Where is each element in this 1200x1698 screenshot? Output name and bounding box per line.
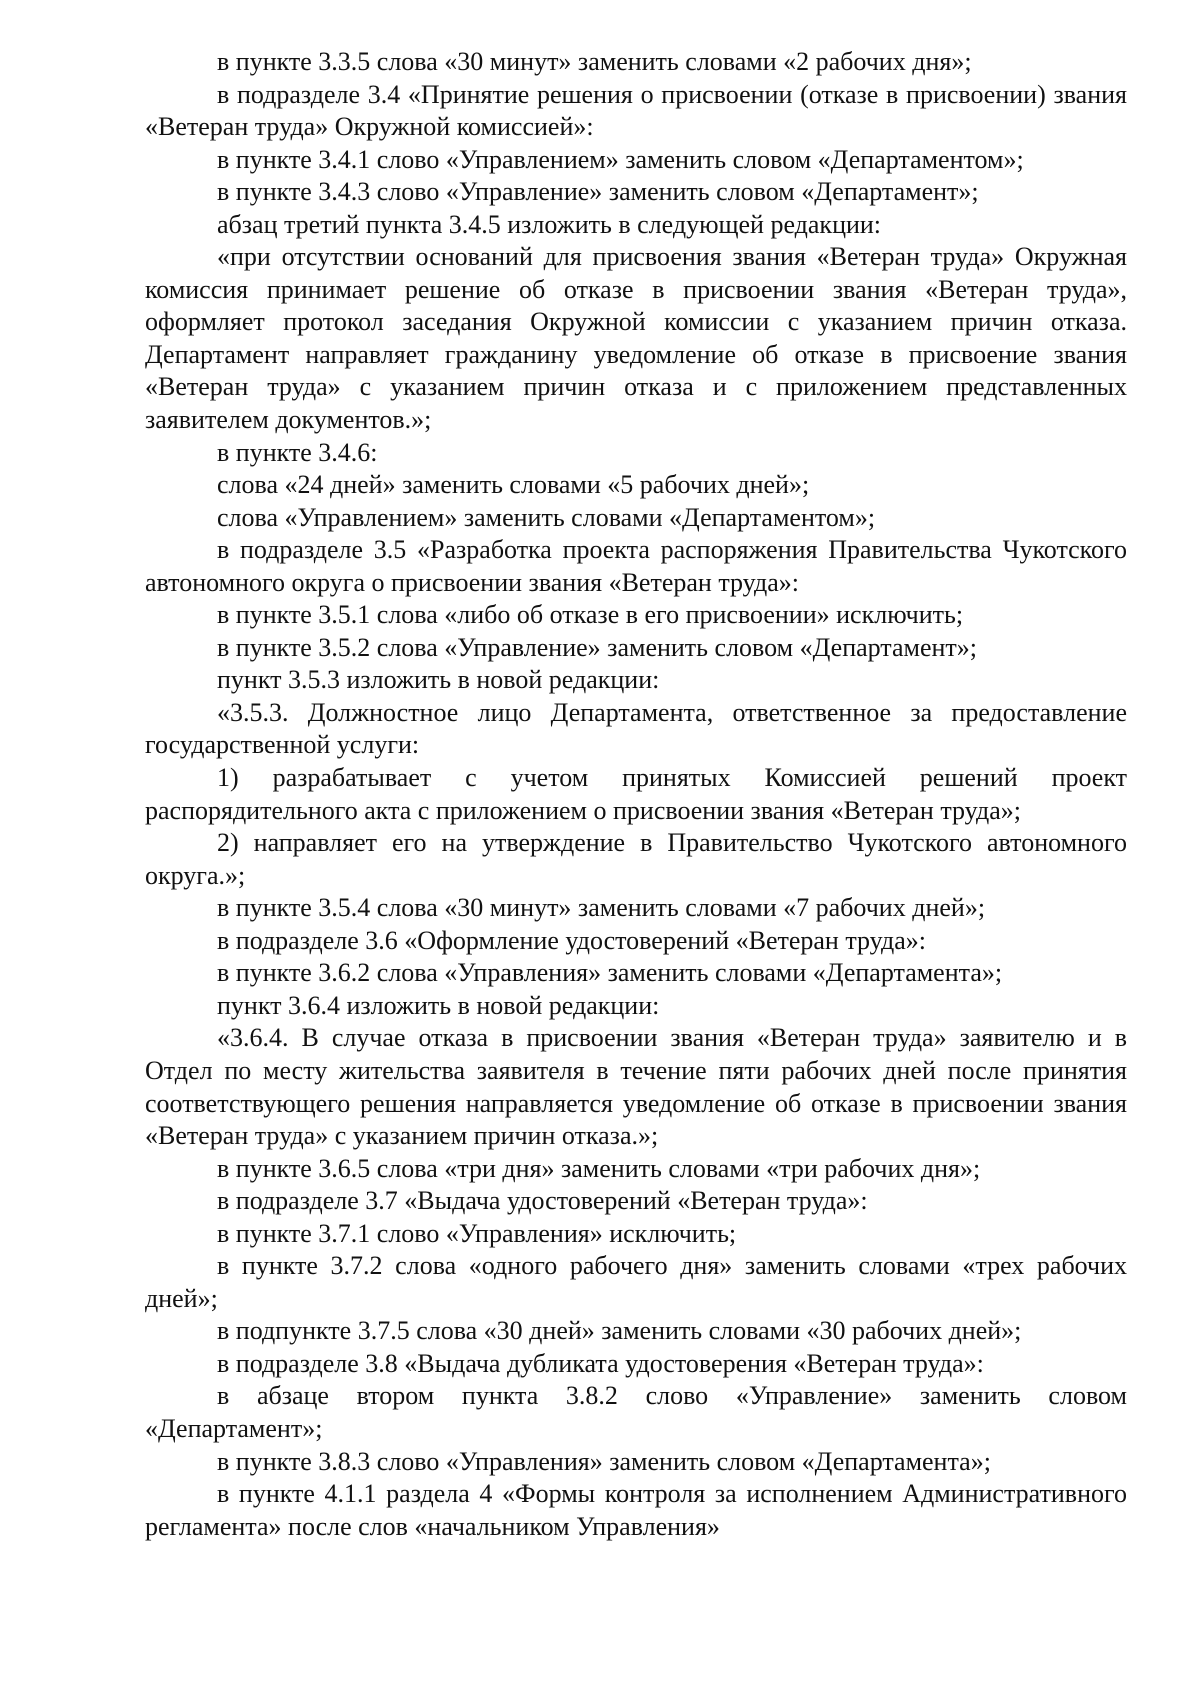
paragraph: в пункте 3.3.5 слова «30 минут» заменить словами «2 рабочих дня»; xyxy=(217,47,972,76)
paragraph: 2) направляет его на утверждение в Правительство Чукотского автономного округа.»; xyxy=(145,828,1127,890)
paragraph: в пункте 3.5.1 слова «либо об отказе в его присвоении» исключить; xyxy=(217,600,964,630)
paragraph: пункт 3.6.4 изложить в новой редакции: xyxy=(217,990,660,1020)
paragraph: в пункте 3.7.2 слова «одного рабочего дня» заменить словами «трех рабочих дней»; xyxy=(145,1251,1127,1313)
paragraph: в пункте 3.6.2 слова «Управления» заменить словами «Департамента»; xyxy=(217,958,1003,988)
paragraph: в пункте 4.1.1 раздела 4 «Формы контроля за исполнением Административного регламента» после слов «начальником Управления» xyxy=(145,1479,1127,1541)
paragraph: в пункте 3.8.3 слово «Управления» заменить словом «Департамента»; xyxy=(217,1446,991,1476)
paragraph: в пункте 3.6.5 слова «три дня» заменить словами «три рабочих дня»; xyxy=(217,1153,981,1183)
paragraph: в подразделе 3.5 «Разработка проекта распоряжения Правительства Чукотского автономного округа о присвоении звания «Ветеран труда»: xyxy=(145,535,1127,597)
paragraph: в пункте 3.5.4 слова «30 минут» заменить словами «7 рабочих дней»; xyxy=(217,893,986,923)
paragraph: в подпункте 3.7.5 слова «30 дней» заменить словами «30 рабочих дней»; xyxy=(217,1316,1022,1346)
paragraph: абзац третий пункта 3.4.5 изложить в следующей редакции: xyxy=(217,209,882,239)
paragraph: пункт 3.5.3 изложить в новой редакции: xyxy=(217,665,660,695)
paragraph: слова «Управлением» заменить словами «Департаментом»; xyxy=(217,502,876,532)
paragraph: в абзаце втором пункта 3.8.2 слово «Управление» заменить словом «Департамент»; xyxy=(145,1381,1127,1443)
paragraph: в подразделе 3.6 «Оформление удостоверений «Ветеран труда»: xyxy=(217,925,927,955)
document-body xyxy=(145,46,1127,1543)
paragraph: «при отсутствии оснований для присвоения звания «Ветеран труда» Окружная комиссия принимает решение об отказе в присвоении звания «Ветеран труда», оформляет протокол заседания Окружной комиссии с указанием причин отказа. Департамент направляет гражданину уведомление об отказе в присвоение звания «Ветеран труда» с указанием причин отказа и с приложением представленных заявителем документов.»; xyxy=(145,242,1127,435)
paragraph: в пункте 3.4.6: xyxy=(217,437,378,467)
paragraph: слова «24 дней» заменить словами «5 рабочих дней»; xyxy=(217,470,810,500)
paragraph: в подразделе 3.7 «Выдача удостоверений «Ветеран труда»: xyxy=(217,1186,868,1216)
paragraph: 1) разрабатывает с учетом принятых Комиссией решений проект распорядительного акта с приложением о присвоении звания «Ветеран труда»; xyxy=(145,763,1127,825)
paragraph: в пункте 3.4.3 слово «Управление» заменить словом «Департамент»; xyxy=(217,177,979,207)
paragraph: в пункте 3.5.2 слова «Управление» заменить словом «Департамент»; xyxy=(217,632,978,662)
paragraph: в пункте 3.4.1 слово «Управлением» заменить словом «Департаментом»; xyxy=(217,144,1024,174)
paragraph: «3.5.3. Должностное лицо Департамента, ответственное за предоставление государственной услуги: xyxy=(145,697,1127,760)
paragraph: в пункте 3.7.1 слово «Управления» исключить; xyxy=(217,1218,737,1248)
paragraph: в подразделе 3.8 «Выдача дубликата удостоверения «Ветеран труда»: xyxy=(217,1348,984,1378)
paragraph: «3.6.4. В случае отказа в присвоении звания «Ветеран труда» заявителю и в Отдел по месту жительства заявителя в течение пяти рабочих дней после принятия соответствующего решения направляется уведомление об отказе в присвоении звания «Ветеран труда» с указанием причин отказа.»; xyxy=(145,1023,1127,1151)
paragraph: в подразделе 3.4 «Принятие решения о присвоении (отказе в присвоении) звания «Ветеран труда» Окружной комиссией»: xyxy=(145,79,1127,142)
